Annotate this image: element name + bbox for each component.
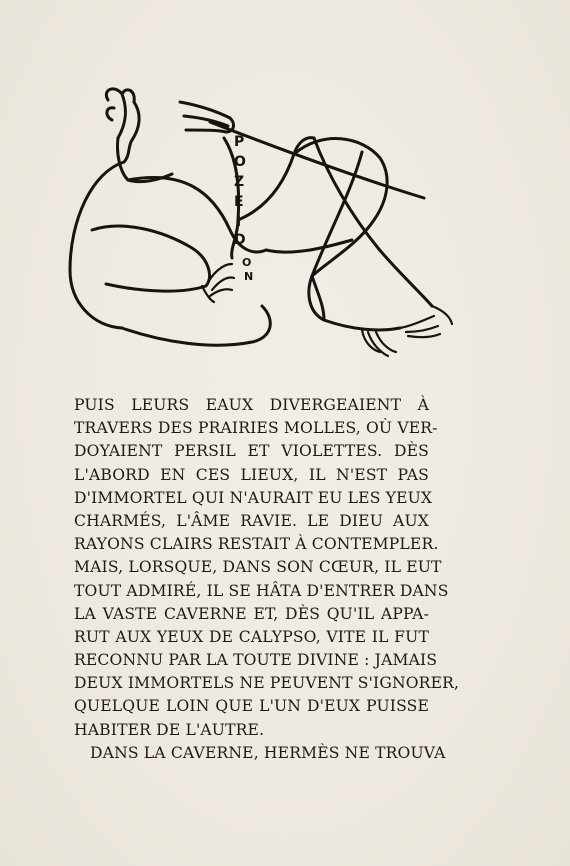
arm-to-trident [238, 138, 314, 220]
poseidon-illustration [62, 80, 462, 362]
paragraph-end-line: HABITER DE L'AUTRE. [74, 720, 265, 739]
text-line: RUT AUX YEUX DE CALYPSO, VITE IL FUT [74, 627, 429, 646]
body-text [74, 394, 460, 765]
hair-stroke [106, 89, 134, 138]
inscription-letter-4: E [234, 194, 244, 210]
thigh-stroke [266, 240, 352, 252]
hand-stroke [202, 264, 234, 302]
text-line: CHARMÉS, L'ÂME RAVIE. LE DIEU AUX [74, 511, 429, 530]
text-line: L'ABORD EN CES LIEUX, IL N'EST PAS [74, 465, 429, 484]
text-line: D'IMMORTEL QUI N'AURAIT EU LES YEUX [74, 488, 433, 507]
inscription-letter-7: O [242, 256, 252, 269]
inscription-letter-8: N [244, 270, 254, 283]
text-line: PUIS LEURS EAUX DIVERGEAIENT À [74, 396, 429, 414]
inscription-letter-1: P [234, 134, 245, 150]
leg-cross-b [309, 152, 362, 320]
inscription-letter-3: Z [234, 174, 245, 190]
inscription-letter-2: O [234, 154, 246, 170]
text-line: RECONNU PAR LA TOUTE DIVINE : JAMAIS [74, 651, 438, 670]
poseidon-line-drawing [62, 80, 462, 362]
foot-right [400, 306, 452, 337]
text-line: RAYONS CLAIRS RESTAIT À CONTEMPLER. [74, 535, 439, 554]
text-line: TOUT ADMIRÉ, IL SE HÂTA D'ENTRER DANS [74, 581, 449, 600]
paragraph-start-line: DANS LA CAVERNE, HERMÈS NE TROUVA [90, 743, 446, 762]
foot-left [362, 330, 396, 356]
inscription-letter-5: I [236, 214, 242, 230]
back-stroke [70, 162, 124, 328]
text-line: MAIS, LORSQUE, DANS SON CŒUR, IL EUT [74, 558, 442, 577]
hip-stroke [122, 306, 270, 345]
text-line: LA VASTE CAVERNE ET, DÈS QU'IL APPA- [74, 604, 429, 623]
text-line: DOYAIENT PERSIL ET VIOLETTES. DÈS [74, 442, 429, 461]
leg-lower [312, 276, 400, 330]
text-line: TRAVERS DES PRAIRIES MOLLES, OÙ VER- [74, 419, 438, 438]
text-line: DEUX IMMORTELS NE PEUVENT S'IGNORER, [74, 674, 460, 693]
inscription-letter-6: D [234, 232, 246, 248]
text-line: QUELQUE LOIN QUE L'UN D'EUX PUISSE [74, 697, 429, 716]
bent-arm-stroke [92, 226, 210, 291]
